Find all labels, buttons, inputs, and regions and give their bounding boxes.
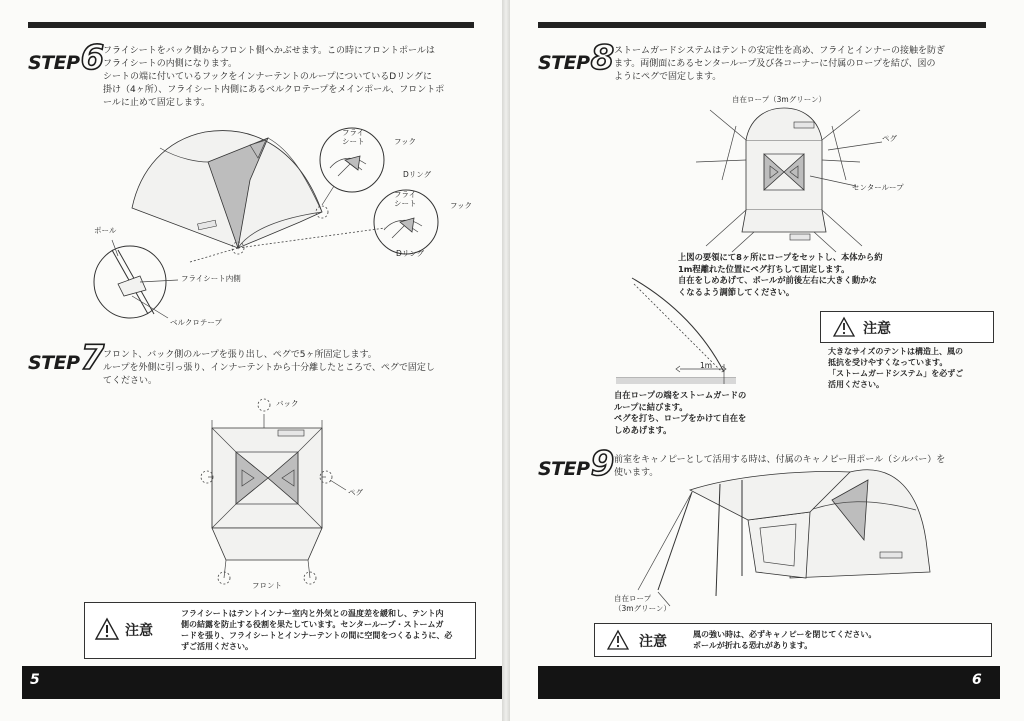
label-velcro: ベルクロテープ (170, 318, 222, 327)
label-front: フロント (252, 581, 282, 590)
step-number: 7 (80, 338, 105, 378)
step8-line: ようにペグで固定します。 (614, 72, 722, 82)
caution-box-canopy (594, 623, 992, 657)
caution-title: 注意 (639, 634, 667, 650)
caution-title: 注意 (125, 623, 153, 639)
instruction-line: 上図の要領にて8ヶ所にロープをセットし、本体から約 (678, 252, 883, 262)
step-number: 9 (590, 444, 615, 484)
label-fly-sheet-2: フライ シート (394, 190, 417, 208)
caution-line: ードを張り、フライシートとインナーテントの間に空間をつくるように、必 (181, 631, 453, 640)
label-fly-inside: フライシート内側 (181, 274, 241, 283)
caution-line: ポールが折れる恐れがあります。 (693, 641, 813, 650)
step7-line: てください。 (103, 376, 158, 386)
caution-title: 注意 (863, 321, 891, 337)
label-distance: 1m (700, 361, 713, 370)
label-hook-2: フック (450, 201, 472, 210)
step6-line: 掛け（4ヶ所）、フライシート内側にあるベルクロテープをメインポール、フロントポ (103, 85, 445, 95)
step8-line: ストームガードシステムはテントの安定性を高め、フライとインナーの接触を防ぎ (614, 46, 946, 56)
step6-line: フライシートの内側になります。 (103, 59, 238, 69)
caution-text (181, 608, 471, 652)
step9-line: 前室をキャノピーとして活用する時は、付属のキャノピー用ポール（シルバー）を (614, 455, 946, 465)
step7-tent-illustration (0, 0, 502, 600)
step-word: STEP (28, 51, 80, 74)
instruction-line: くなるよう調節してください。 (678, 286, 795, 297)
rope-note-line: ペグを打ち、ロープをかけて自在を (614, 413, 747, 423)
left-page (0, 0, 502, 721)
caution-line: 「ストームガードシステム」を必ずご (828, 369, 964, 378)
label-peg: ペグ (348, 488, 363, 497)
step6-line: ールに止めて固定します。 (103, 98, 211, 108)
label-back: バック (276, 399, 299, 408)
step-word: STEP (538, 457, 590, 480)
gutter (502, 0, 510, 721)
label-canopy-rope: 自在ロープ （3mグリーン） (614, 594, 671, 613)
label-d-ring-1: Dリング (403, 170, 432, 179)
caution-box-left (84, 602, 476, 659)
caution-line: 大きなサイズのテントは構造上、風の (828, 347, 963, 356)
caution-line: 活用ください。 (828, 380, 884, 389)
instruction-line: 1m程離れた位置にペグ打ちして固定します。 (678, 263, 850, 274)
step6-line: フライシートをバック側からフロント側へかぶせます。この時にフロントポールは (103, 46, 435, 56)
step7-line: フロント、バック側のループを張り出し、ペグで5ヶ所固定します。 (103, 350, 377, 360)
step9-tent-illustration (510, 0, 1024, 620)
step-word: STEP (28, 351, 80, 374)
caution-line: フライシートはテントインナー室内と外気との温度差を緩和し、テント内 (181, 609, 444, 618)
caution-line: ずご活用ください。 (181, 642, 253, 651)
rope-note-line: ループに結びます。 (614, 401, 688, 412)
rope-note-line: しめあげます。 (614, 424, 672, 435)
step6-line: シートの端に付いているフックをインナーテントのループについているDリングに (103, 72, 433, 82)
caution-line: 風の強い時は、必ずキャノピーを閉じてください。 (693, 630, 877, 639)
step-number: 6 (80, 38, 105, 78)
step8-line: ます。両側面にあるセンターループ及び各コーナーに付属のロープを結び、図の (614, 59, 936, 69)
caution-text (693, 629, 983, 651)
rope-note-line: 自在ロープの端をストームガードの (614, 390, 747, 400)
label-center-loop: センターループ (852, 183, 904, 192)
label-pole: ポール (94, 226, 117, 235)
warning-icon (607, 630, 629, 650)
label-fly-sheet-1: フライ シート (342, 128, 365, 146)
label-peg-right: ペグ (882, 134, 897, 143)
caution-line: 抵抗を受けやすくなっています。 (828, 358, 948, 367)
step-word: STEP (538, 51, 590, 74)
step7-line: ループを外側に引っ張り、インナーテントから十分離したところで、ペグで固定し (103, 363, 435, 373)
instruction-line: 自在をしめあげて、ポールが前後左右に大きく動かな (678, 275, 877, 285)
label-d-ring-2: Dリング (396, 249, 425, 258)
warning-icon (95, 618, 119, 640)
bottom-bar (22, 666, 502, 699)
page-number: 6 (972, 672, 982, 688)
page-number: 5 (30, 672, 40, 688)
right-page (510, 0, 1024, 721)
bottom-bar (538, 666, 1000, 699)
step9-line: 使います。 (614, 468, 659, 478)
label-rope-top: 自在ロープ（3mグリーン） (732, 95, 827, 104)
step-number: 8 (590, 38, 615, 78)
caution-line: 側の結露を防止する役割を果たしています。センターループ・ストームガ (181, 620, 444, 629)
label-hook-1: フック (394, 137, 416, 146)
